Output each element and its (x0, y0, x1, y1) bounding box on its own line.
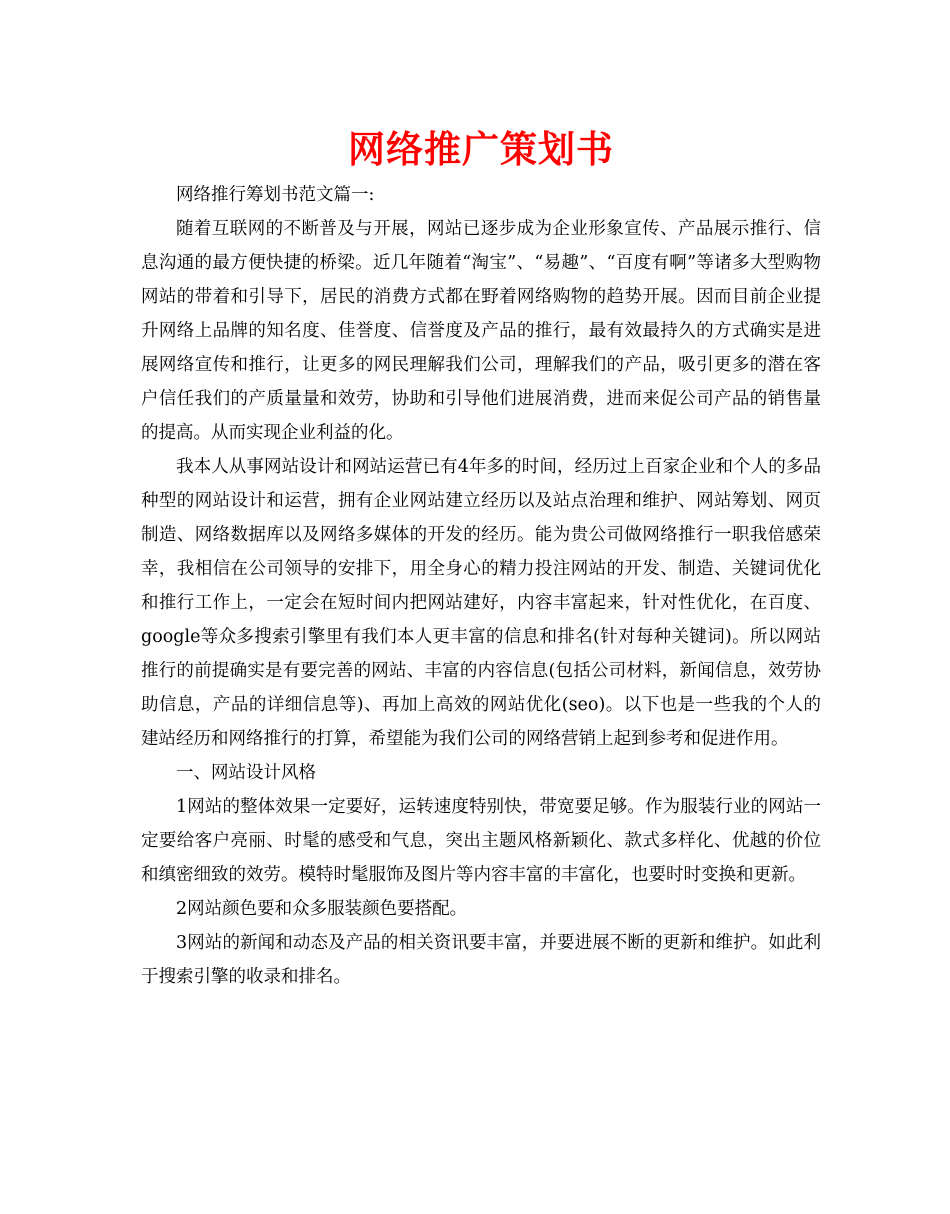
paragraph-item-2: 2网站颜色要和众多服装颜色要搭配。 (176, 899, 468, 919)
paragraph-item-1: 1网站的整体效果一定要好，运转速度特别快，带宽要足够。作为服装行业的网站一定要给客户亮丽、时髦的感受和气息，突出主题风格新颖化、款式多样化、优越的价位和缜密细致的效劳。模特时髦服饰及图片等内容丰富的丰富化，也要时时变换和更新。 (141, 797, 821, 885)
paragraph-experience: 我本人从事网站设计和网站运营已有4年多的时间，经历过上百家企业和个人的多品种型的网站设计和运营，拥有企业网站建立经历以及站点治理和维护、网站筹划、网页制造、网络数据库以及网络多媒体的开发的经历。能为贵公司做网络推行一职我倍感荣幸，我相信在公司领导的安排下，用全身心的精力投注网站的开发、制造、关键词优化和推行工作上，一定会在短时间内把网站建好，内容丰富起来，针对性优化，在百度、google等众多搜索引擎里有我们本人更丰富的信息和排名(针对每种关键词)。所以网站推行的前提确实是有要完善的网站、丰富的内容信息(包括公司材料，新闻信息，效劳协助信息，产品的详细信息等)、再加上高效的网站优化(seo)。以下也是一些我的个人的建站经历和网络推行的打算，希望能为我们公司的网络营销上起到参考和促进作用。 (141, 457, 821, 749)
document-content (141, 122, 821, 994)
paragraph-background: 随着互联网的不断普及与开展，网站已逐步成为企业形象宣传、产品展示推行、信息沟通的最方便快捷的桥梁。近几年随着“淘宝”、“易趣”、“百度有啊”等诸多大型购物网站的带着和引导下，居民的消费方式都在野着网络购物的趋势开展。因而目前企业提升网络上品牌的知名度、佳誉度、信誉度及产品的推行，最有效最持久的方式确实是进展网络宣传和推行，让更多的网民理解我们公司，理解我们的产品，吸引更多的潜在客户信任我们的产质量量和效劳，协助和引导他们进展消费，进而来促公司产品的销售量的提高。从而实现企业利益的化。 (141, 219, 821, 443)
document-title: 网络推广策划书 (348, 127, 614, 171)
paragraph-item-3: 3网站的新闻和动态及产品的相关资讯要丰富，并要进展不断的更新和维护。如此利于搜索引擎的收录和排名。 (141, 933, 821, 987)
document-body (141, 178, 821, 994)
section-heading-design-style: 一、网站设计风格 (176, 763, 316, 783)
paragraph-intro: 网络推行筹划书范文篇一: (176, 185, 375, 205)
